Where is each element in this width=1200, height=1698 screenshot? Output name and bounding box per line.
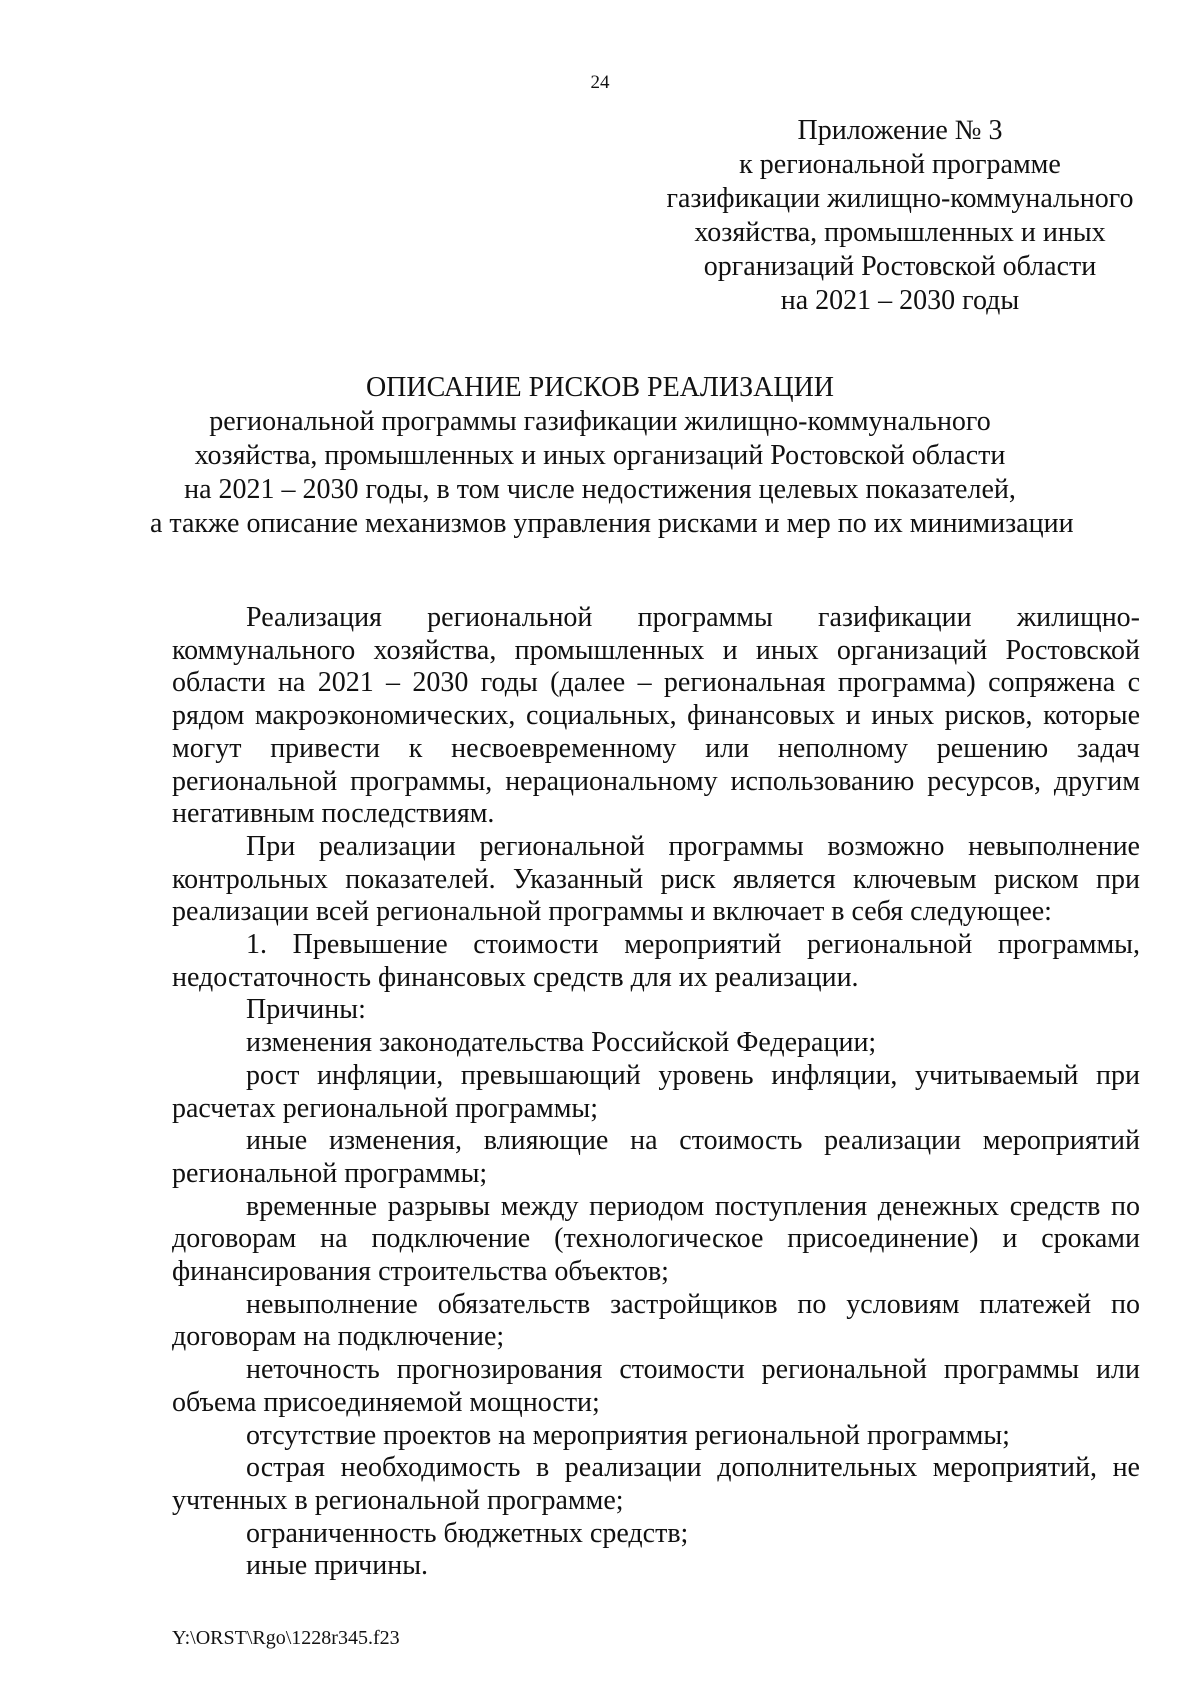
appendix-line: Приложение № 3 [797,115,1003,146]
paragraph: неточность прогнозирования стоимости региональной программы или объема присоединяемой мощности; [172,1354,1140,1418]
paragraph: иные изменения, влияющие на стоимость реализации мероприятий региональной программы; [172,1125,1140,1189]
appendix-line: газификации жилищно-коммунального [666,183,1134,214]
paragraph: Реализация региональной программы газификации жилищно-коммунального хозяйства, промышленных и иных организаций Ростовской области на 2021 – 2030 годы (далее – региональная программа) сопряжена с рядом макроэкономических, социальных, финансовых и иных рисков, которые могут привести к несвоевременному или неполному решению задач региональной программы, нерациональному использованию ресурсов, другим негативным последствиям. [172,602,1140,830]
body-text [172,602,1140,1583]
paragraph: временные разрывы между периодом поступления денежных средств по договорам на подключение (технологическое присоединение) и сроками финансирования строительства объектов; [172,1190,1140,1288]
paragraph: иные причины. [246,1550,429,1582]
paragraph: отсутствие проектов на мероприятия региональной программы; [246,1419,1010,1451]
appendix-header [640,114,1160,318]
title-subtitle-line: хозяйства, промышленных и иных организаций Ростовской области [194,440,1006,471]
title-heading: ОПИСАНИЕ РИСКОВ РЕАЛИЗАЦИИ [365,372,835,403]
paragraph: ограниченность бюджетных средств; [246,1517,689,1549]
paragraph: острая необходимость в реализации дополнительных мероприятий, не учтенных в региональной программе; [172,1452,1140,1516]
appendix-line: организаций Ростовской области [703,251,1097,282]
document-title [150,371,1074,541]
appendix-line: на 2021 – 2030 годы [780,285,1020,316]
title-subtitle-line: региональной программы газификации жилищно-коммунального [209,406,991,437]
footer-file-path: Y:\ORST\Rgo\1228r345.f23 [172,1627,400,1649]
appendix-line: к региональной программе [739,149,1061,180]
paragraph: При реализации региональной программы возможно невыполнение контрольных показателей. Указанный риск является ключевым риском при реализации всей региональной программы и включает в себя следующее: [172,830,1140,928]
title-subtitle-line: а также описание механизмов управления рисками и мер по их минимизации [150,508,1074,539]
paragraph: невыполнение обязательств застройщиков по условиям платежей по договорам на подключение; [172,1288,1140,1353]
paragraph: рост инфляции, превышающий уровень инфляции, учитываемый при расчетах региональной программы; [172,1059,1140,1124]
paragraph: изменения законодательства Российской Федерации; [246,1027,877,1059]
page-number: 24 [590,72,610,93]
appendix-line: хозяйства, промышленных и иных [694,217,1106,248]
paragraph: 1. Превышение стоимости мероприятий региональной программы, недостаточность финансовых средств для их реализации. [172,929,1140,993]
title-subtitle-line: на 2021 – 2030 годы, в том числе недостижения целевых показателей, [184,474,1016,505]
paragraph: Причины: [246,994,366,1026]
